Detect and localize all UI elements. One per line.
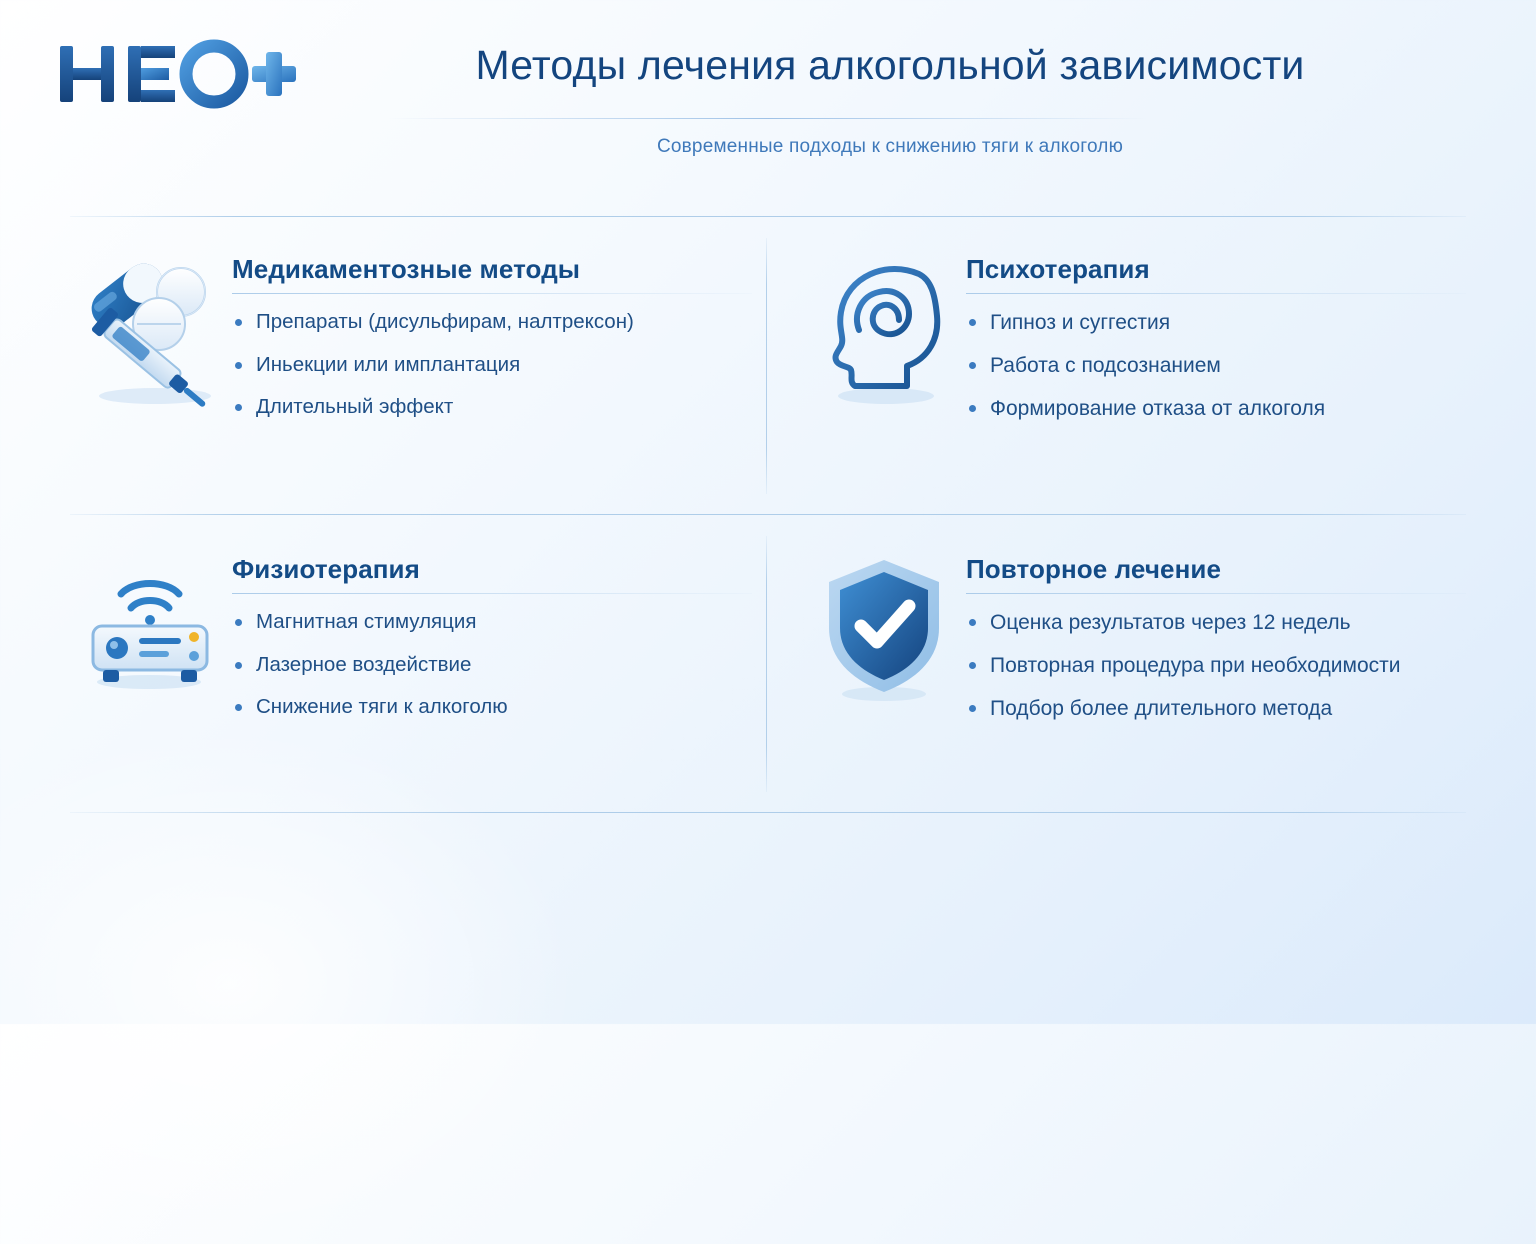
card-bullets (966, 610, 1466, 722)
divider-bottom (70, 812, 1466, 813)
card-body (232, 240, 752, 420)
card-title-rule (966, 593, 1466, 594)
page-title: Методы лечения алкогольной зависимости (475, 42, 1305, 88)
card-body (966, 540, 1466, 722)
background-glow (0, 724, 580, 1244)
pills-syringe-icon (72, 240, 232, 410)
divider-top (70, 216, 1466, 217)
card-title-rule (232, 593, 752, 594)
list-item: Оценка результатов через 12 недель (966, 610, 1466, 635)
card-medication (72, 240, 752, 420)
card-title: Медикаментозные методы (232, 254, 581, 284)
header (0, 0, 1536, 180)
title-divider (388, 118, 1148, 119)
card-physiotherapy (72, 540, 752, 720)
card-body (966, 240, 1466, 422)
list-item: Гипноз и суггестия (966, 310, 1466, 335)
list-item: Препараты (дисульфирам, налтрексон) (232, 310, 752, 335)
list-item: Магнитная стимуляция (232, 610, 752, 635)
list-item: Лазерное воздействие (232, 653, 752, 678)
card-bullets (232, 310, 752, 420)
list-item: Работа с подсознанием (966, 353, 1466, 378)
list-item: Подбор более длительного метода (966, 696, 1466, 721)
card-psychotherapy (806, 240, 1466, 422)
card-title-rule (232, 293, 752, 294)
page-subtitle: Современные подходы к снижению тяги к алкоголю (656, 136, 1124, 157)
card-title: Психотерапия (966, 254, 1150, 284)
shield-check-icon (806, 540, 966, 710)
divider-vertical-lower (766, 536, 767, 792)
list-item: Повторная процедура при необходимости (966, 653, 1466, 678)
list-item: Формирование отказа от алкоголя (966, 396, 1466, 421)
card-bullets (232, 610, 752, 720)
card-bullets (966, 310, 1466, 422)
neo-plus-logo (56, 38, 296, 110)
card-repeat-treatment (806, 540, 1466, 722)
physio-device-icon (72, 540, 232, 710)
list-item: Длительный эффект (232, 395, 752, 420)
card-title-rule (966, 293, 1466, 294)
divider-middle (70, 514, 1466, 515)
list-item: Иньекции или имплантация (232, 353, 752, 378)
head-spiral-icon (806, 240, 966, 410)
list-item: Снижение тяги к алкоголю (232, 695, 752, 720)
card-title: Физиотерапия (232, 554, 420, 584)
card-body (232, 540, 752, 720)
divider-vertical-upper (766, 238, 767, 494)
card-title: Повторное лечение (966, 554, 1222, 584)
